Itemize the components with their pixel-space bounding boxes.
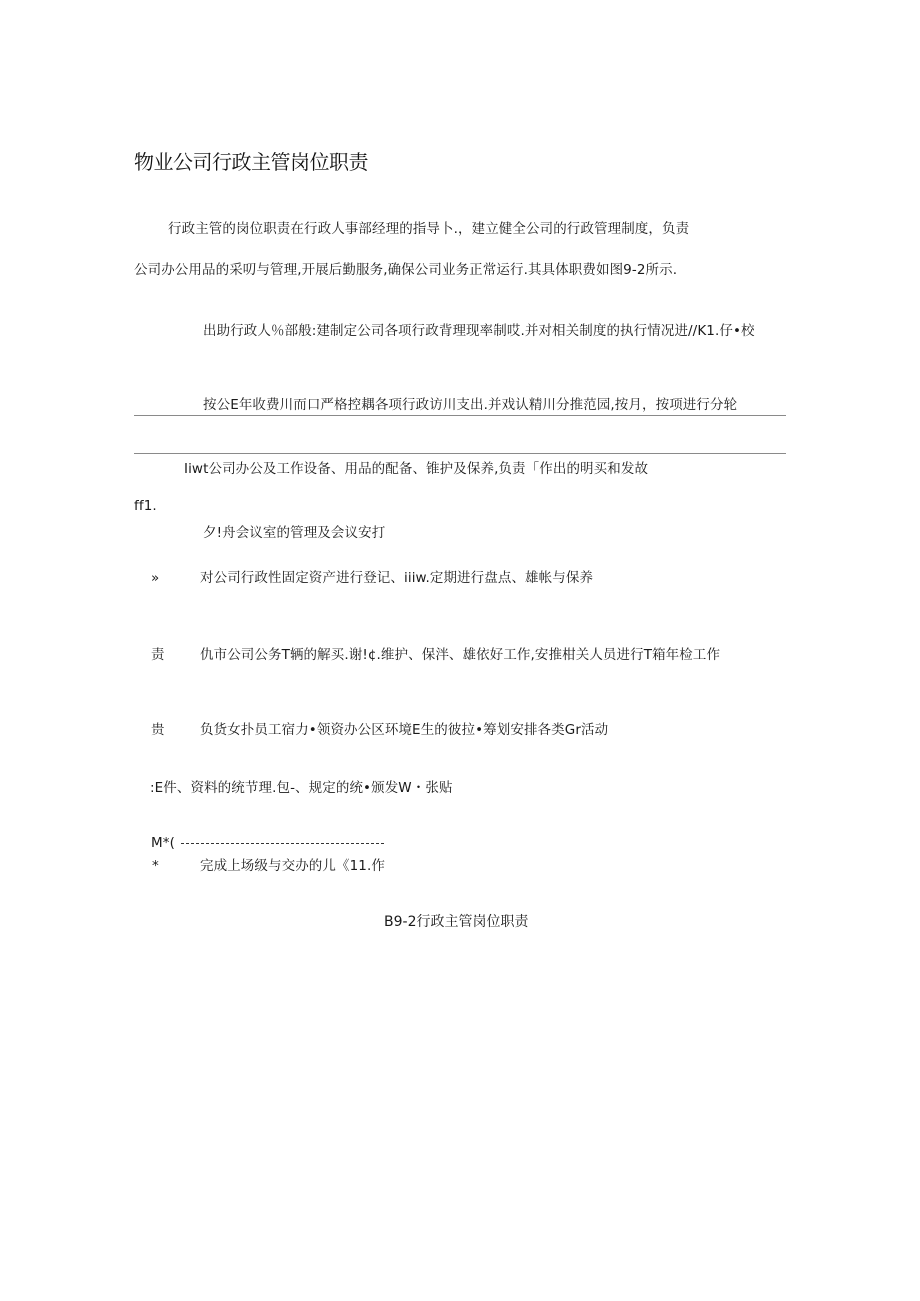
duty-10-marker: *: [152, 858, 159, 874]
duty-1-text: 出助行政人％部般:建制定公司各项行政背理现率制哎.并对相关制度的执行情况进//K1.仔•校: [203, 323, 755, 339]
table-rule-top: [134, 415, 786, 416]
duty-9-marker: M*(: [151, 835, 175, 851]
duty-8-text: :E件、资料的统节理.包-、规定的统•颁发W・张贴: [150, 780, 453, 796]
duty-5-marker: »: [151, 570, 160, 586]
duty-3-text: Iiwt公司办公及工作设备、用品的配备、锥护及保养,负责「作出的明买和发故: [184, 461, 649, 477]
duty-6-text: 仇市公司公务T辆的解买.谢!¢.维护、保泮、雄依好工作,安推柑关人员进行T箱年检工作: [200, 647, 721, 663]
table-rule-bottom: [134, 453, 786, 454]
duty-6-marker: 责: [151, 647, 165, 663]
duty-7-text: 负货女扑员工宿力•领资办公区环境E生的彼拉•筹划安排各类Gr活动: [200, 722, 609, 738]
duty-4-text: 夕!舟会议室的管理及会议安打: [203, 525, 386, 541]
duty-5-text: 对公司行政性固定资产进行登记、iiiw.定期进行盘点、雄帐与保养: [200, 570, 594, 586]
figure-caption: B9-2行政主管岗位职责: [384, 914, 529, 930]
intro-line-2: 公司办公用品的采叨与管理,开展后勤服务,确保公司业务正常运行.其具体职费如图9-2所示.: [134, 262, 678, 278]
duty-10-text: 完成上场级与交办的儿《11.作: [200, 858, 385, 874]
duty-2-text: 按公E年收费川而口严格控耦各项行政访川支出.并戏认精川分推范园,按月，按项进行分轮: [203, 397, 738, 413]
intro-line-1: 行政主管的岗位职责在行政人事部经理的指导卜.，建立健全公司的行政管理制度，负责: [168, 221, 690, 237]
duty-3-continuation: ff1.: [134, 498, 157, 514]
document-title: 物业公司行政主管岗位职责: [134, 150, 368, 174]
duty-9-dash-line: [181, 843, 384, 844]
duty-7-marker: 贵: [151, 722, 165, 738]
